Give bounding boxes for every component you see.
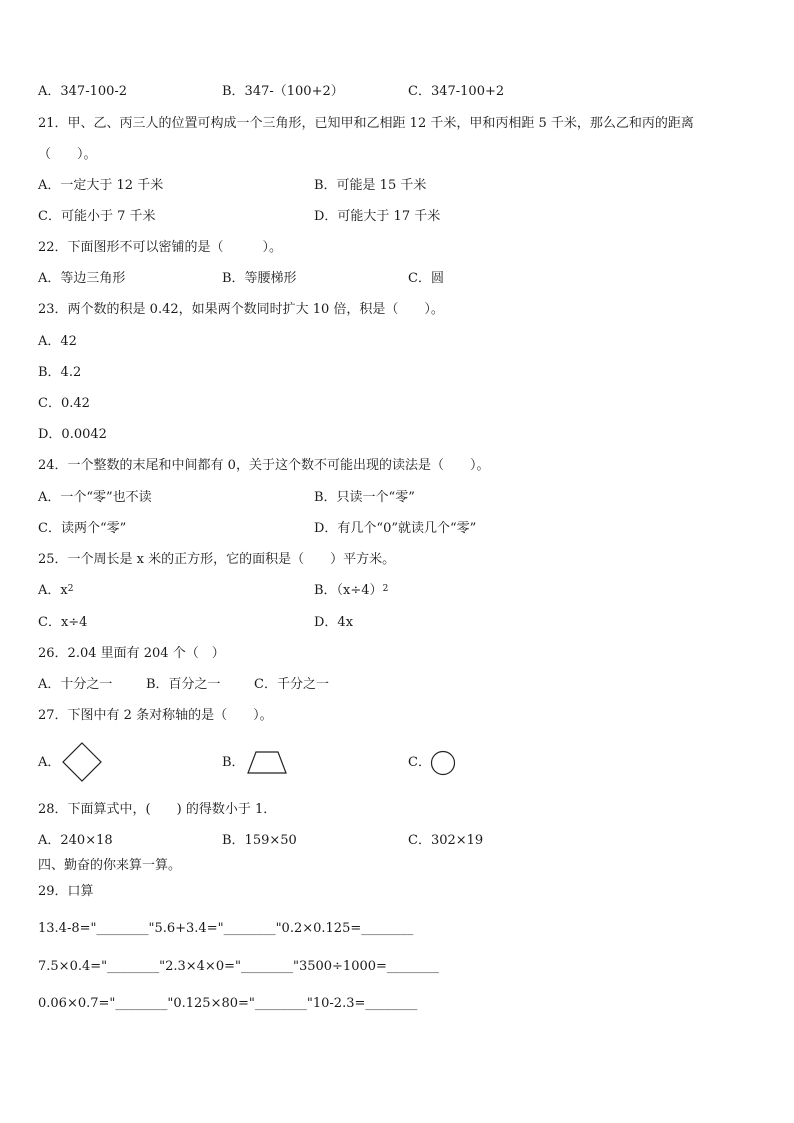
q23-option-b: B．4.2 [38, 365, 82, 380]
q26-stem: 26．2.04 里面有 204 个（ ） [38, 646, 225, 661]
q27-stem: 27．下图中有 2 条对称轴的是（ ）。 [38, 708, 273, 723]
q21-option-d: D．可能大于 17 千米 [314, 209, 441, 224]
q22-option-c: C．圆 [408, 271, 444, 286]
q21-option-b: B．可能是 15 千米 [314, 178, 427, 193]
q24-option-a: A．一个“零”也不读 [38, 490, 152, 505]
q25-option-c: C．x÷4 [38, 615, 88, 630]
q25-option-d: D．4x [314, 615, 354, 630]
q23-option-d: D．0.0042 [38, 427, 107, 442]
q21-stem: 21．甲、乙、丙三人的位置可构成一个三角形，已知甲和乙相距 12 千米，甲和丙相距 5 千米，那么乙和丙的距离 [38, 116, 694, 131]
q29-row-2: 7.5×0.4="________"2.3×4×0="________"3500÷1000=________ [38, 959, 439, 974]
q20-option-c: C．347-100+2 [408, 84, 505, 99]
q27-option-a-label: A． [38, 755, 61, 770]
q28-stem: 28．下面算式中，( ) 的得数小于 1． [38, 802, 277, 817]
q26-option-c: C．千分之一 [254, 677, 329, 692]
q29-row-3: 0.06×0.7="________"0.125×80="________"10-2.3=________ [38, 996, 418, 1011]
q23-stem: 23．两个数的积是 0.42，如果两个数同时扩大 10 倍，积是（ ）。 [38, 302, 444, 317]
q20-option-b: B．347-（100+2） [222, 84, 344, 99]
q21-option-c: C．可能小于 7 千米 [38, 209, 156, 224]
q22-stem: 22．下面图形不可以密铺的是（ ）。 [38, 240, 283, 255]
q20-option-a: A．347-100-2 [38, 84, 128, 99]
q28-option-a: A．240×18 [38, 833, 113, 848]
q29-stem: 29．口算 [38, 884, 94, 899]
q21-option-a: A．一定大于 12 千米 [38, 178, 164, 193]
q22-option-b: B．等腰梯形 [222, 271, 297, 286]
q28-option-c: C．302×19 [408, 833, 484, 848]
rhombus-shape [62, 742, 102, 782]
q24-option-d: D．有几个“0”就读几个“零” [314, 521, 477, 536]
q24-option-c: C．读两个“零” [38, 521, 127, 536]
q25-option-a: A．$x^2$ [38, 583, 74, 598]
isosceles-trapezoid-shape [246, 751, 288, 775]
q22-option-a: A．等边三角形 [38, 271, 126, 286]
q24-option-b: B．只读一个“零” [314, 490, 415, 505]
q29-row-1: 13.4-8="________"5.6+3.4="________"0.2×0.125=________ [38, 921, 414, 936]
q25-option-b: B．$(x\div 4)^2$ [314, 583, 389, 598]
q21-stem-blank: （ ）。 [38, 147, 97, 162]
q23-option-a: A．42 [38, 334, 77, 349]
q28-option-b: B．159×50 [222, 833, 297, 848]
q26-option-b: B．百分之一 [146, 677, 221, 692]
q25-stem: 25．一个周长是 x 米的正方形，它的面积是（ ）平方米。 [38, 552, 396, 567]
circle-shape [430, 750, 456, 776]
q27-option-b-label: B． [222, 755, 245, 770]
q27-option-c-label: C． [408, 755, 431, 770]
q26-option-a: A．十分之一 [38, 677, 113, 692]
q23-option-c: C．0.42 [38, 396, 90, 411]
section-4-title: 四、勤奋的你来算一算。 [38, 858, 182, 873]
q24-stem: 24．一个整数的末尾和中间都有 0，关于这个数不可能出现的读法是（ ）。 [38, 458, 490, 473]
